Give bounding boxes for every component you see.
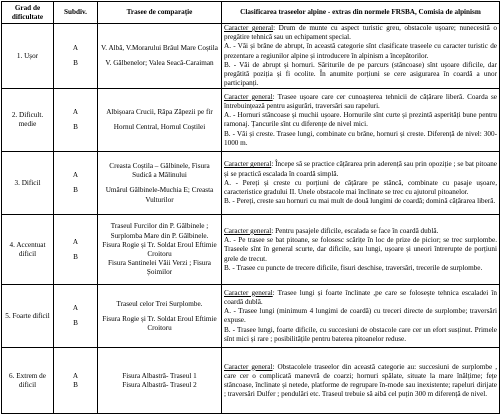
header-subdiv: Subdiv.: [54, 2, 98, 24]
general-label: Caracter general: [224, 226, 272, 235]
grade-cell: 6. Extrem de dificil: [2, 348, 54, 414]
routes-cell: [98, 152, 222, 215]
description-cell: Caracter general: Trasee lungi și foarte înclinate ,pe care se folosește tehnica escaladei în coardă dublă. A. - Trasee lungi (minimum 4 lungimi de coardă) cu treceri directe de surplombe; traversări expuse. B. - Trasee lungi, foarte dificile, cu succesiuni de obstacole care cer un efort susținut. Primele sînt mici și rare ; posibilitățile pentru baterea pitoanelor reduse.: [222, 285, 500, 348]
route-a: Traseul celor Trei Surplombe.: [116, 299, 203, 308]
desc-b: B. - Văi de abrupt și hornuri. Săriturile de pe parcurs (stâncoase) sînt ușoare dificile, dar pregătită poziția și fi ocolite. În anumite porțiuni se cere asigurarea în coardă a unor participanți.: [224, 60, 497, 88]
desc-b: B. - Trasee lungi, foarte dificile, cu succesiuni de obstacole care cer un efort susținut. Primele sînt mici și rare ; posibilitățile pentru baterea pitoanelor reduse.: [224, 325, 497, 343]
desc-a: A. - Trasee lungi (minimum 4 lungimi de coardă) cu treceri directe de surplombe; traversări expuse.: [224, 307, 497, 325]
routes-cell: [98, 285, 222, 348]
description-cell: Caracter general: Drum de munte cu aspect turistic greu, obstacole ușoare; nunecesită o pregătire tehnică sau un echipament special. A. - Văi și brâne de abrupt, în această categorie sînt clasificate traseele cu caracter turistic de prezentare a regiunilor alpine și introducere în alpinism a începătorilor. B. - Văi de abrupt și hornuri. Săriturile de pe parcurs (stâncoase) sînt ușoare dificile, dar pregătită poziția și fi ocolite. În anumite porțiuni se cere asigurarea în coardă a unor participanți.: [222, 24, 500, 89]
subdiv-b: B: [73, 186, 78, 195]
table-row: [2, 89, 500, 152]
subdiv-a: A: [72, 304, 79, 313]
desc-b: B. - Trasee cu puncte de trecere dificile, fisuri deschise, traversări, trecerile de surplombe.: [224, 263, 483, 272]
route-a: Traseul Furcilor din P. Gălbinele ; Surplomba Mare din P. Gălbinele.: [110, 222, 209, 240]
general-label: Caracter general: [224, 160, 272, 169]
general-label: Caracter general: [224, 288, 273, 297]
desc-a: A. - Pereți și creste cu porțiuni de cățărare pe stâncă, combinate cu pasaje ușoare, caracteristice gradului II. Unele obstacole mai înclinate se trec cu ajutorul pitoanelor.: [224, 178, 497, 197]
table-row: [2, 24, 500, 89]
route-a: Creasta Coștila – Gălbinele, Fisura Sudică a Mălinului: [109, 162, 210, 180]
route-a: V. Albă, V.Morarului Brâul Mare Coștila: [101, 44, 218, 52]
table-row: [2, 285, 500, 348]
subdiv-a: A: [72, 171, 79, 180]
general-label: Caracter general: [224, 362, 273, 371]
route-b: Hornul Central, Hornul Coștilei: [113, 123, 206, 132]
difficulty-table: [1, 1, 500, 414]
subdiv-cell: [54, 89, 98, 152]
grade-cell: 2. Dificult. medie: [2, 89, 54, 152]
subdiv-b: B: [73, 252, 78, 261]
route-b: Fisura Santinelei Văii Verzi ; Fisura Șoimilor: [108, 259, 211, 277]
grade-cell: 3. Dificil: [2, 152, 54, 215]
grade-cell: 1. Ușor: [2, 24, 54, 89]
routes-cell: [98, 89, 222, 152]
description-cell: Caracter general: Pentru pasajele dificile, escalada se face în coardă dublă. A. - Pe trasee se bat pitoane, se folosesc scărițe în loc de prize de picior; se trec surplombe. Traseele sînt în general scurte, dar dificile, sau lungi, ușoare și uneori întrerupte de porțiuni grele de trecut. B. - Trasee cu puncte de trecere dificile, fisuri deschise, traversări, trecerile de surplombe.: [222, 215, 500, 285]
routes-cell: [98, 24, 222, 89]
table-row: [2, 215, 500, 285]
header-grade: Grad de dificultate: [2, 2, 54, 24]
description-cell: Caracter general: Obstacolele traseelor din această categorie au: succesiuni de surplombe , care cer o complicată manevră de coarzi; hornuri spălate, situate la mare înălțime; fețe stâncoase, înclinate și netede, platforme de regrupare în-mode sau inexistente; rapeluri dirijate ; traversări Dulfer ; pendulări etc. Traseul trebuie să aibă cel puțin 300 m diferență de nivel.: [222, 348, 500, 414]
desc-b: B. - Văi și creste. Trasee lungi, combinate cu brâne, hornuri și creste. Diferență de nivel: 300-1000 m.: [224, 129, 497, 147]
grade-cell: 5. Foarte dificil: [2, 285, 54, 348]
route-a2: Fisura Rogie și Tr. Soldat Eroul Eftimie Croitoru: [102, 240, 217, 258]
subdiv-b: B: [73, 123, 78, 132]
desc-a: A. - Hornuri stâncoase și muchii ușoare. Hornurile sînt curte și prezintă asperități bune pentru ramonaj. Țancurile sînt cu diferențe de nivel mici.: [224, 111, 497, 129]
route-a: Fisura Albastră- Traseul 1: [122, 371, 197, 380]
route-b: V. Gălbenelor; Valea Seacă-Caraiman: [105, 59, 214, 68]
subdiv-cell: [54, 348, 98, 414]
header-routes: Trasee de comparație: [98, 2, 222, 24]
desc-b: B. - Pereți, creste sau hornuri cu mai mult de două lungimi de coardă; dominâ cățărarea liberă.: [224, 197, 496, 206]
subdiv-b: B: [73, 319, 78, 328]
table-row: [2, 152, 500, 215]
route-b: Umărul Gălbinele-Muchia E; Creasta Vulturilor: [105, 186, 214, 204]
general-label: Caracter general: [224, 92, 273, 101]
subdiv-cell: [54, 152, 98, 215]
subdiv-cell: [54, 285, 98, 348]
table-row: [2, 348, 500, 414]
route-b: Fisura Rogie și Tr. Soldat Eroul Eftimie Croitoru: [102, 314, 217, 333]
subdiv-b: B: [73, 59, 78, 68]
subdiv-b: B: [73, 380, 78, 389]
route-a: Albișoara Crucii, Râpa Zăpezii pe fir: [106, 108, 213, 117]
subdiv-cell: [54, 24, 98, 89]
grade-cell: 4. Accentuat dificil: [2, 215, 54, 285]
subdiv-a: A: [72, 237, 79, 246]
routes-cell: [98, 348, 222, 414]
subdiv-a: A: [72, 44, 79, 52]
subdiv-cell: [54, 215, 98, 285]
routes-cell: [98, 215, 222, 285]
description-cell: Caracter general: Începe să se practice cățărarea prin aderență sau prin opoziție ; se bat pitoane și se practică escalada în coardă simplă. A. - Pereți și creste cu porțiuni de cățărare pe stâncă, combinate cu pasaje ușoare, caracteristice gradului II. Unele obstacole mai înclinate se trec cu ajutorul pitoanelor. B. - Pereți, creste sau hornuri cu mai mult de două lungimi de coardă; dominâ cățărarea liberă.: [222, 152, 500, 215]
header-classification: Clasificarea traseelor alpine - extras din normele FRSBA, Comisia de alpinism: [222, 2, 500, 24]
subdiv-a: A: [72, 108, 79, 117]
route-b: Fisura Albastră- Traseul 2: [122, 380, 197, 389]
desc-a: A. - Văi și brâne de abrupt, în această categorie sînt clasificate traseele cu caracter turistic de prezentare a regiunilor alpine și introducere în alpinism a începătorilor.: [224, 42, 497, 60]
subdiv-a: A: [72, 371, 79, 380]
desc-a: A. - Pe trasee se bat pitoane, se folosesc scărițe în loc de prize de picior; se trec surplombe. Traseele sînt în general scurte, dar dificile, sau lungi, ușoare și uneori întrerupte de porțiuni grele de trecut.: [224, 236, 497, 263]
general-label: Caracter general: [224, 24, 274, 32]
description-cell: Caracter general: Trasee ușoare care cer cunoașterea tehnicii de cățărare liberă. Coarda se întrebuințează pentru asigurări, traversări sau rapeluri. A. - Hornuri stâncoase și muchii ușoare. Hornurile sînt curte și prezintă asperități bune pentru ramonaj. Țancurile sînt cu diferențe de nivel mici. B. - Văi și creste. Trasee lungi, combinate cu brâne, hornuri și creste. Diferență de nivel: 300-1000 m.: [222, 89, 500, 152]
